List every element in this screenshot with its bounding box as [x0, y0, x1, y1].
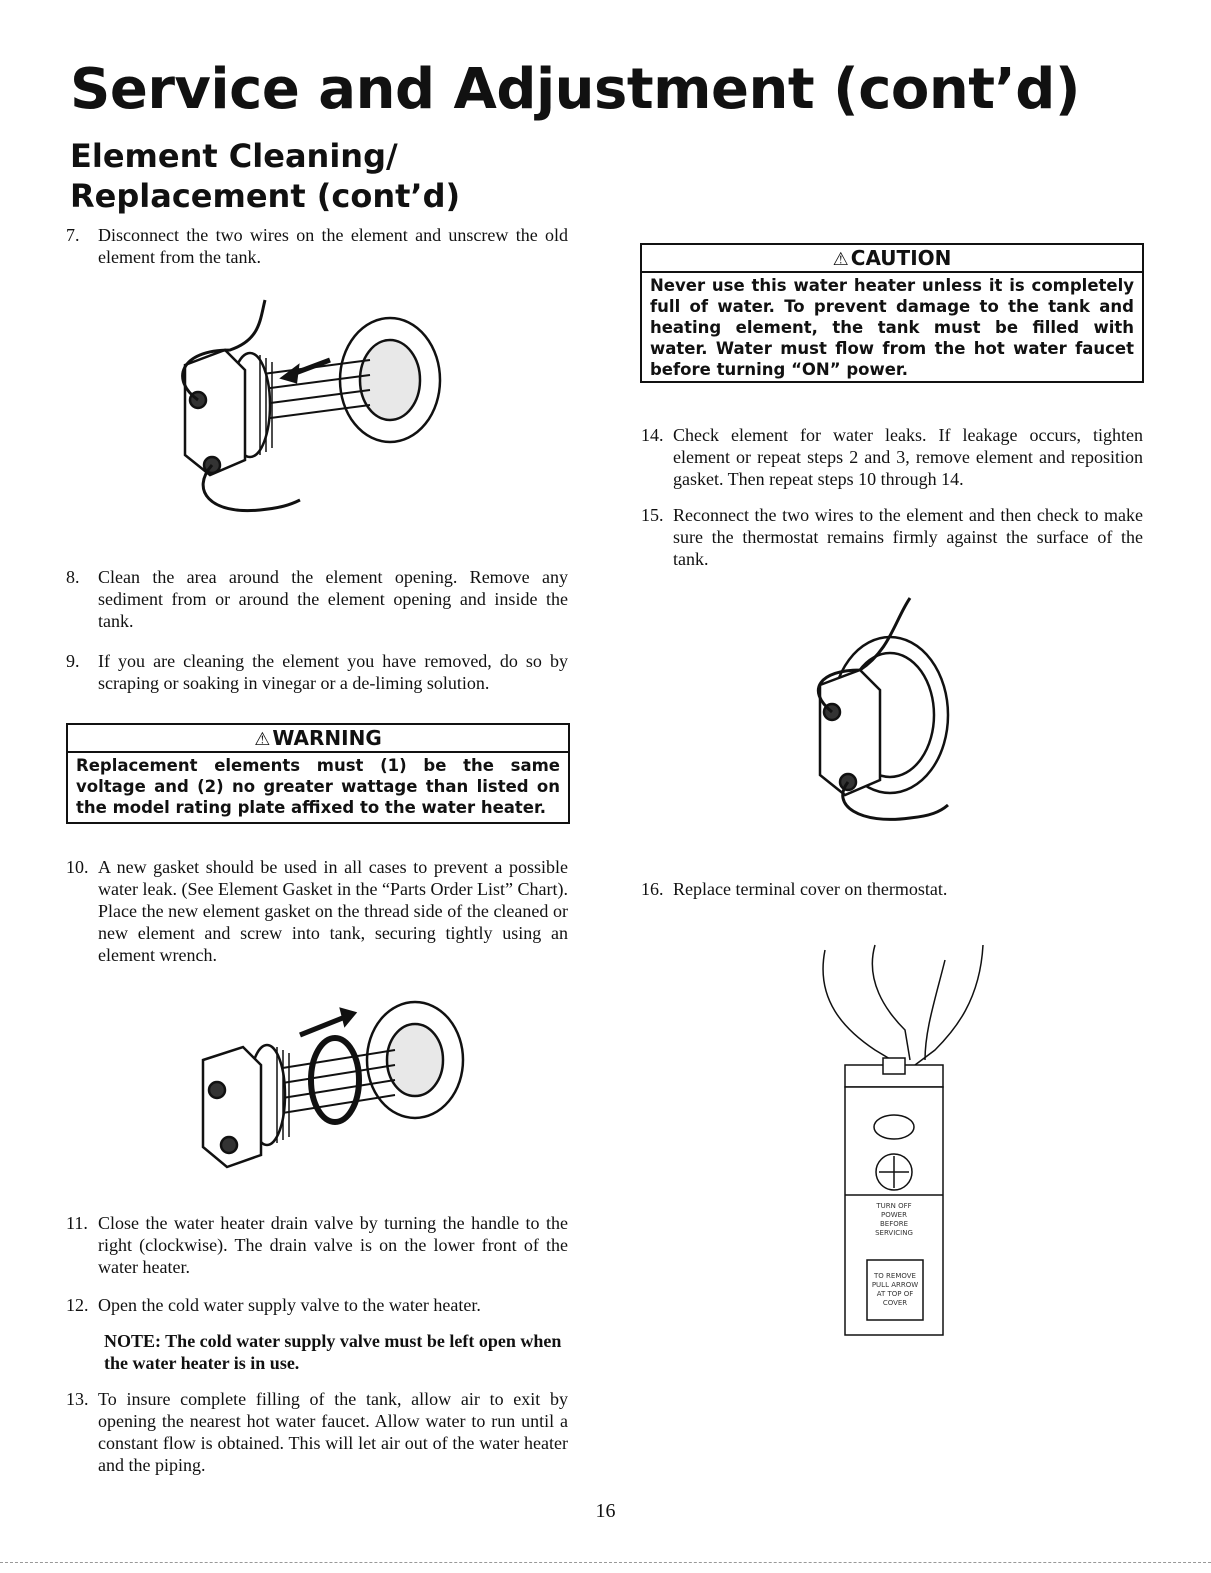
step-text: Close the water heater drain valve by turning the handle to the right (clockwise). The drain valve is on the lower front of the water heater. [98, 1213, 568, 1277]
step-text: To insure complete filling of the tank, allow air to exit by opening the nearest hot water faucet. Allow water to run until a constant flow is obtained. This will let air out of the water heater and the piping. [98, 1389, 568, 1475]
step-text: Reconnect the two wires to the element and then check to make sure the thermostat remains firmly against the surface of the tank. [673, 505, 1143, 569]
step-number: 10. [66, 857, 89, 877]
step-11 [66, 1212, 568, 1278]
step-7 [66, 224, 568, 268]
step-text: Clean the area around the element opening. Remove any sediment from or around the element opening and inside the tank. [98, 567, 568, 631]
step-9 [66, 650, 568, 694]
step-number: 13. [66, 1389, 89, 1409]
step-14 [641, 424, 1143, 490]
step-text: If you are cleaning the element you have removed, do so by scraping or soaking in vinegar or a de-liming solution. [98, 651, 568, 693]
cover-text: TURN OFF [876, 1202, 912, 1210]
cover-text: POWER [881, 1211, 907, 1219]
step-10 [66, 856, 568, 966]
subtitle-line-2: Replacement (cont’d) [70, 177, 461, 215]
scan-edge-divider [0, 1562, 1211, 1563]
wires-reconnected-illustration [800, 590, 960, 830]
caution-box [640, 243, 1144, 383]
step-text: Disconnect the two wires on the element and unscrew the old element from the tank. [98, 225, 568, 267]
step-number: 16. [641, 879, 664, 899]
step-number: 15. [641, 505, 664, 525]
caution-title: CAUTION [850, 246, 952, 270]
warning-title: WARNING [272, 726, 382, 750]
warning-triangle-icon: ⚠ [254, 729, 271, 750]
warning-text: Replacement elements must (1) be the same voltage and (2) no greater wattage than listed on the model rating plate affixed to the water heater. [76, 756, 560, 817]
new-element-installation-illustration [195, 995, 475, 1175]
step-number: 8. [66, 567, 80, 587]
cover-text: BEFORE [879, 1220, 909, 1228]
subtitle-line-1: Element Cleaning/ [70, 137, 398, 175]
step-number: 12. [66, 1295, 89, 1315]
caution-header [642, 245, 1142, 273]
section-subtitle [70, 136, 460, 216]
step-number: 14. [641, 425, 664, 445]
step-text: A new gasket should be used in all cases to prevent a possible water leak. (See Element Gasket in the “Parts Order List” Chart). Place the new element gasket on the thread side of the cleaned or new element and screw into tank, securing tightly using an element wrench. [98, 857, 568, 965]
page-number: 16 [595, 1500, 616, 1522]
caution-text: Never use this water heater unless it is completely full of water. To prevent damage to the tank and heating element, the tank must be filled with water. Water must flow from the hot water faucet before turning “ON” power. [650, 276, 1134, 379]
warning-header [68, 725, 568, 753]
step-text: Replace terminal cover on thermostat. [673, 879, 948, 899]
step-8 [66, 566, 568, 632]
cover-text: COVER [882, 1299, 908, 1307]
cover-label-remove [867, 1272, 923, 1308]
step-text: Open the cold water supply valve to the water heater. [98, 1295, 481, 1315]
caution-triangle-icon: ⚠ [832, 249, 849, 270]
step-number: 9. [66, 651, 80, 671]
step-12 [66, 1294, 568, 1316]
step-13 [66, 1388, 568, 1476]
step-number: 7. [66, 225, 80, 245]
step-15 [641, 504, 1143, 570]
cover-text: TO REMOVE [874, 1272, 916, 1280]
page-title: Service and Adjustment (cont’d) [70, 57, 1080, 122]
cover-text: AT TOP OF [876, 1290, 914, 1298]
old-element-removal-illustration [170, 290, 470, 530]
step-text: Check element for water leaks. If leakage occurs, tighten element or repeat steps 2 and 3, remove element and reposition gasket. Then repeat steps 10 through 14. [673, 425, 1143, 489]
terminal-cover-illustration [815, 940, 995, 1340]
cover-text: PULL ARROW [871, 1281, 919, 1289]
warning-box [66, 723, 570, 824]
cover-label-power [860, 1202, 928, 1238]
step-16 [641, 878, 1143, 900]
note-text: NOTE: The cold water supply valve must be left open when the water heater is in use. [104, 1331, 562, 1373]
cover-text: SERVICING [875, 1229, 913, 1237]
step-number: 11. [66, 1213, 88, 1233]
